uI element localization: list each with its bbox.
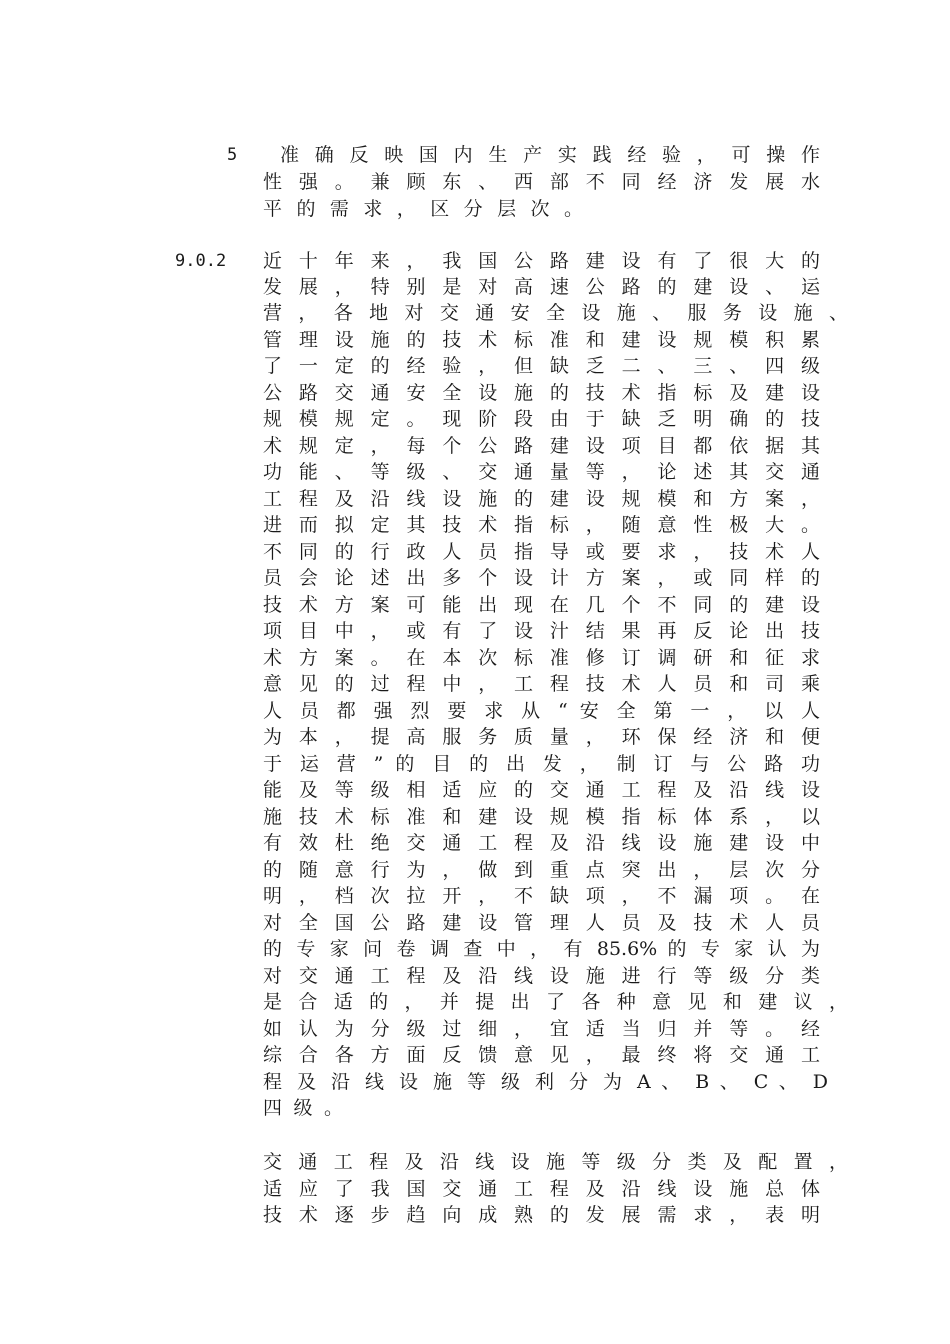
text-line: 是 合 适 的 ， 并 提 出 了 各 种 意 见 和 建 议 ， [263, 991, 848, 1013]
text-line: 进 而 拟 定 其 技 术 指 标 ， 随 意 性 极 大 。 [263, 514, 820, 536]
text-line: 综 合 各 方 面 反 馈 意 见 ， 最 终 将 交 通 工 [263, 1044, 820, 1066]
text-line: 术 规 定 ， 每 个 公 路 建 设 项 目 都 依 据 其 [263, 435, 820, 457]
text-line: 项 目 中 ， 或 有 了 设 汁 结 果 再 反 论 出 技 [263, 620, 820, 642]
text-line: 明 ， 档 次 拉 开 ， 不 缺 项 ， 不 漏 项 。 在 [263, 885, 820, 907]
text-line: 四 级 。 [263, 1097, 343, 1119]
text-line: 为 本 ， 提 高 服 务 质 量 ， 环 保 经 济 和 便 [263, 726, 820, 748]
text-line: 不 同 的 行 政 人 员 指 导 或 要 求 ， 技 术 人 [263, 541, 820, 563]
text-line: 于 运 营 ” 的 目 的 出 发 ， 制 订 与 公 路 功 [263, 753, 820, 775]
text-line: 准 确 反 映 国 内 生 产 实 践 经 验 ， 可 操 作 [280, 144, 820, 166]
text-line: 的 专 家 问 卷 调 查 中 ， 有 85.6% 的 专 家 认 为 [263, 938, 820, 960]
text-line: 发 展 ， 特 别 是 对 高 速 公 路 的 建 设 、 运 [263, 276, 820, 298]
text-line: 员 会 论 述 出 多 个 设 计 方 案 ， 或 同 样 的 [263, 567, 820, 589]
item-number: 5 [227, 145, 238, 165]
text-line: 规 模 规 定 。 现 阶 段 由 于 缺 乏 明 确 的 技 [263, 408, 820, 430]
text-line: 营 ， 各 地 对 交 通 安 全 设 施 、 服 务 设 施 、 [263, 302, 848, 324]
text-line: 对 全 国 公 路 建 设 管 理 人 员 及 技 术 人 员 [263, 912, 820, 934]
text-line: 公 路 交 通 安 全 设 施 的 技 术 指 标 及 建 设 [263, 382, 820, 404]
text-line: 有 效 杜 绝 交 通 工 程 及 沿 线 设 施 建 设 中 [263, 832, 820, 854]
text-line: 适 应 了 我 国 交 通 工 程 及 沿 线 设 施 总 体 [263, 1178, 820, 1200]
text-line: 能 及 等 级 相 适 应 的 交 通 工 程 及 沿 线 设 [263, 779, 820, 801]
text-line: 了 一 定 的 经 验 ， 但 缺 乏 二 、 三 、 四 级 [263, 355, 820, 377]
text-line: 性 强 。 兼 顾 东 、 西 部 不 同 经 济 发 展 水 [263, 171, 820, 193]
text-line: 技 术 逐 步 趋 向 成 熟 的 发 展 需 求 ， 表 明 [263, 1204, 820, 1226]
text-line: 意 见 的 过 程 中 ， 工 程 技 术 人 员 和 司 乘 [263, 673, 820, 695]
text-line: 的 随 意 行 为 ， 做 到 重 点 突 出 ， 层 次 分 [263, 859, 820, 881]
text-line: 管 理 设 施 的 技 术 标 准 和 建 设 规 模 积 累 [263, 329, 820, 351]
text-line: 工 程 及 沿 线 设 施 的 建 设 规 模 和 方 案 ， [263, 488, 820, 510]
text-line: 平 的 需 求 ， 区 分 层 次 。 [263, 198, 583, 220]
text-line: 近 十 年 来 ， 我 国 公 路 建 设 有 了 很 大 的 [263, 250, 820, 272]
text-line: 程 及 沿 线 设 施 等 级 利 分 为 A 、 B 、 C 、 D [263, 1071, 828, 1093]
text-line: 功 能 、 等 级 、 交 通 量 等 ， 论 述 其 交 通 [263, 461, 820, 483]
text-line: 对 交 通 工 程 及 沿 线 设 施 进 行 等 级 分 类 [263, 965, 820, 987]
text-line: 施 技 术 标 准 和 建 设 规 模 指 标 体 系 ， 以 [263, 806, 820, 828]
text-line: 如 认 为 分 级 过 细 ， 宜 适 当 归 并 等 。 经 [263, 1018, 820, 1040]
text-line: 人 员 都 强 烈 要 求 从 “ 安 全 第 一 ， 以 人 [263, 700, 820, 722]
clause-number: 9.0.2 [175, 251, 227, 271]
text-line: 交 通 工 程 及 沿 线 设 施 等 级 分 类 及 配 置 ， [263, 1151, 848, 1173]
text-line: 技 术 方 案 可 能 出 现 在 几 个 不 同 的 建 设 [263, 594, 820, 616]
text-line: 术 方 案 。 在 本 次 标 准 修 订 调 研 和 征 求 [263, 647, 820, 669]
